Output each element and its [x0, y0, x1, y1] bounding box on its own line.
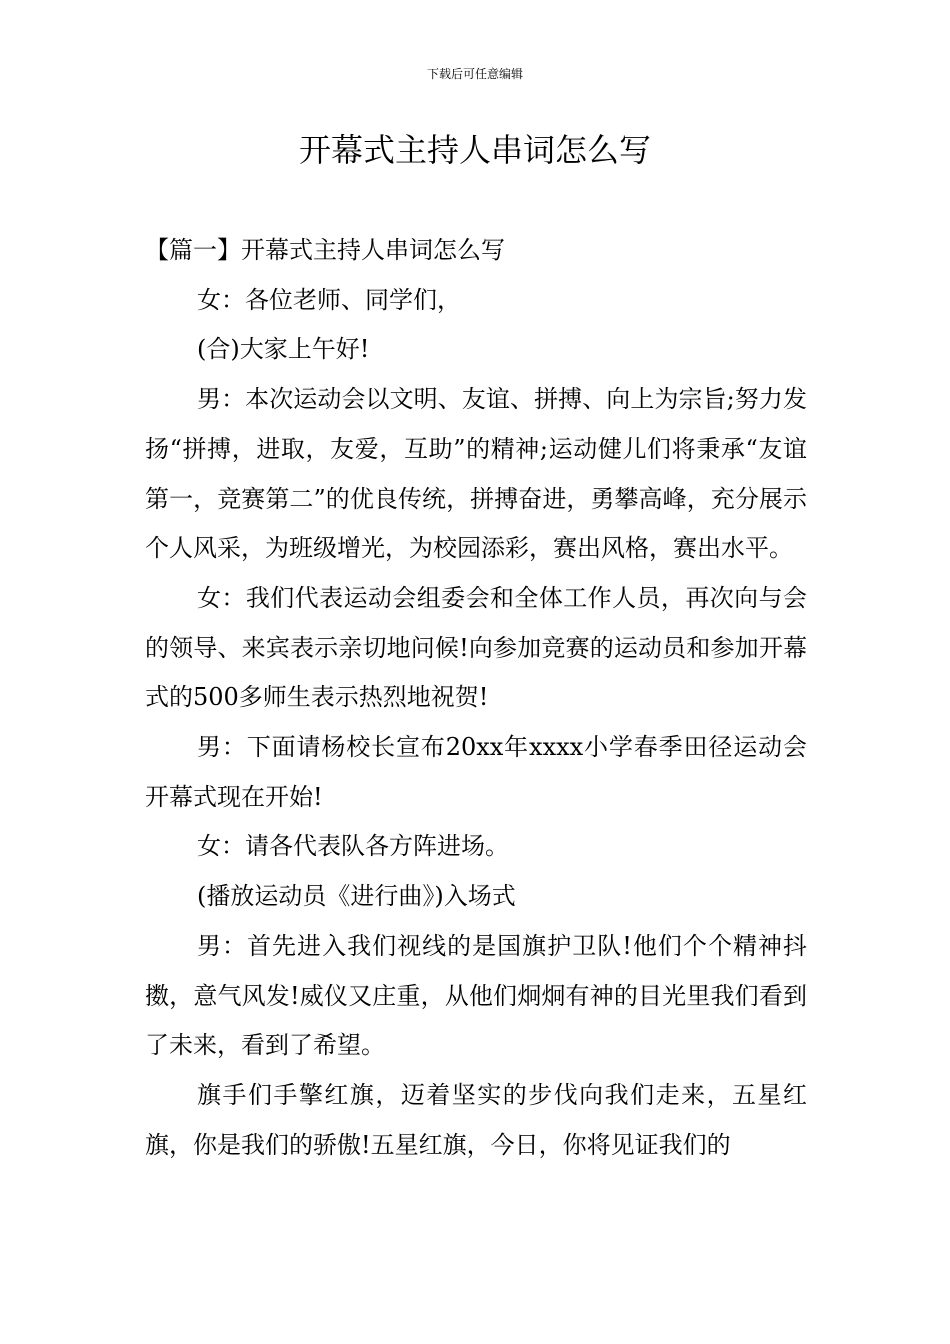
paragraph: 男：下面请杨校长宣布20xx年xxxx小学春季田径运动会开幕式现在开始! — [145, 733, 807, 811]
paragraph: 男：本次运动会以文明、友谊、拼搏、向上为宗旨;努力发扬“拼搏，进取，友爱，互助”的精神;运动健儿们将秉承“友谊第一，竞赛第二”的优良传统，拼搏奋进，勇攀高峰，充分展示个人风采，为班级增光，为校园添彩，赛出风格，赛出水平。 — [145, 385, 807, 563]
paragraph: 男：首先进入我们视线的是国旗护卫队!他们个个精神抖擞，意气风发!威仪又庄重，从他们炯炯有神的目光里我们看到了未来，看到了希望。 — [145, 931, 807, 1060]
paragraph: (播放运动员《进行曲》)入场式 — [197, 882, 516, 911]
paragraph: 女：各位老师、同学们， — [197, 285, 461, 314]
paragraph: 女：请各代表队各方阵进场。 — [197, 832, 509, 861]
section-heading: 【篇一】开幕式主持人串词怎么写 — [145, 236, 505, 264]
paragraph: (合)大家上午好! — [197, 335, 370, 364]
paragraph: 旗手们手擎红旗，迈着坚实的步伐向我们走来，五星红旗，你是我们的骄傲!五星红旗，今日，你将见证我们的 — [145, 1080, 807, 1159]
document-title: 开幕式主持人串词怎么写 — [298, 131, 651, 169]
document-body — [145, 226, 807, 1170]
paragraph: 女：我们代表运动会组委会和全体工作人员，再次向与会的领导、来宾表示亲切地问候!向参加竞赛的运动员和参加开幕式的500多师生表示热烈地祝贺! — [145, 583, 807, 712]
page-header-note: 下载后可任意编辑 — [426, 67, 523, 81]
